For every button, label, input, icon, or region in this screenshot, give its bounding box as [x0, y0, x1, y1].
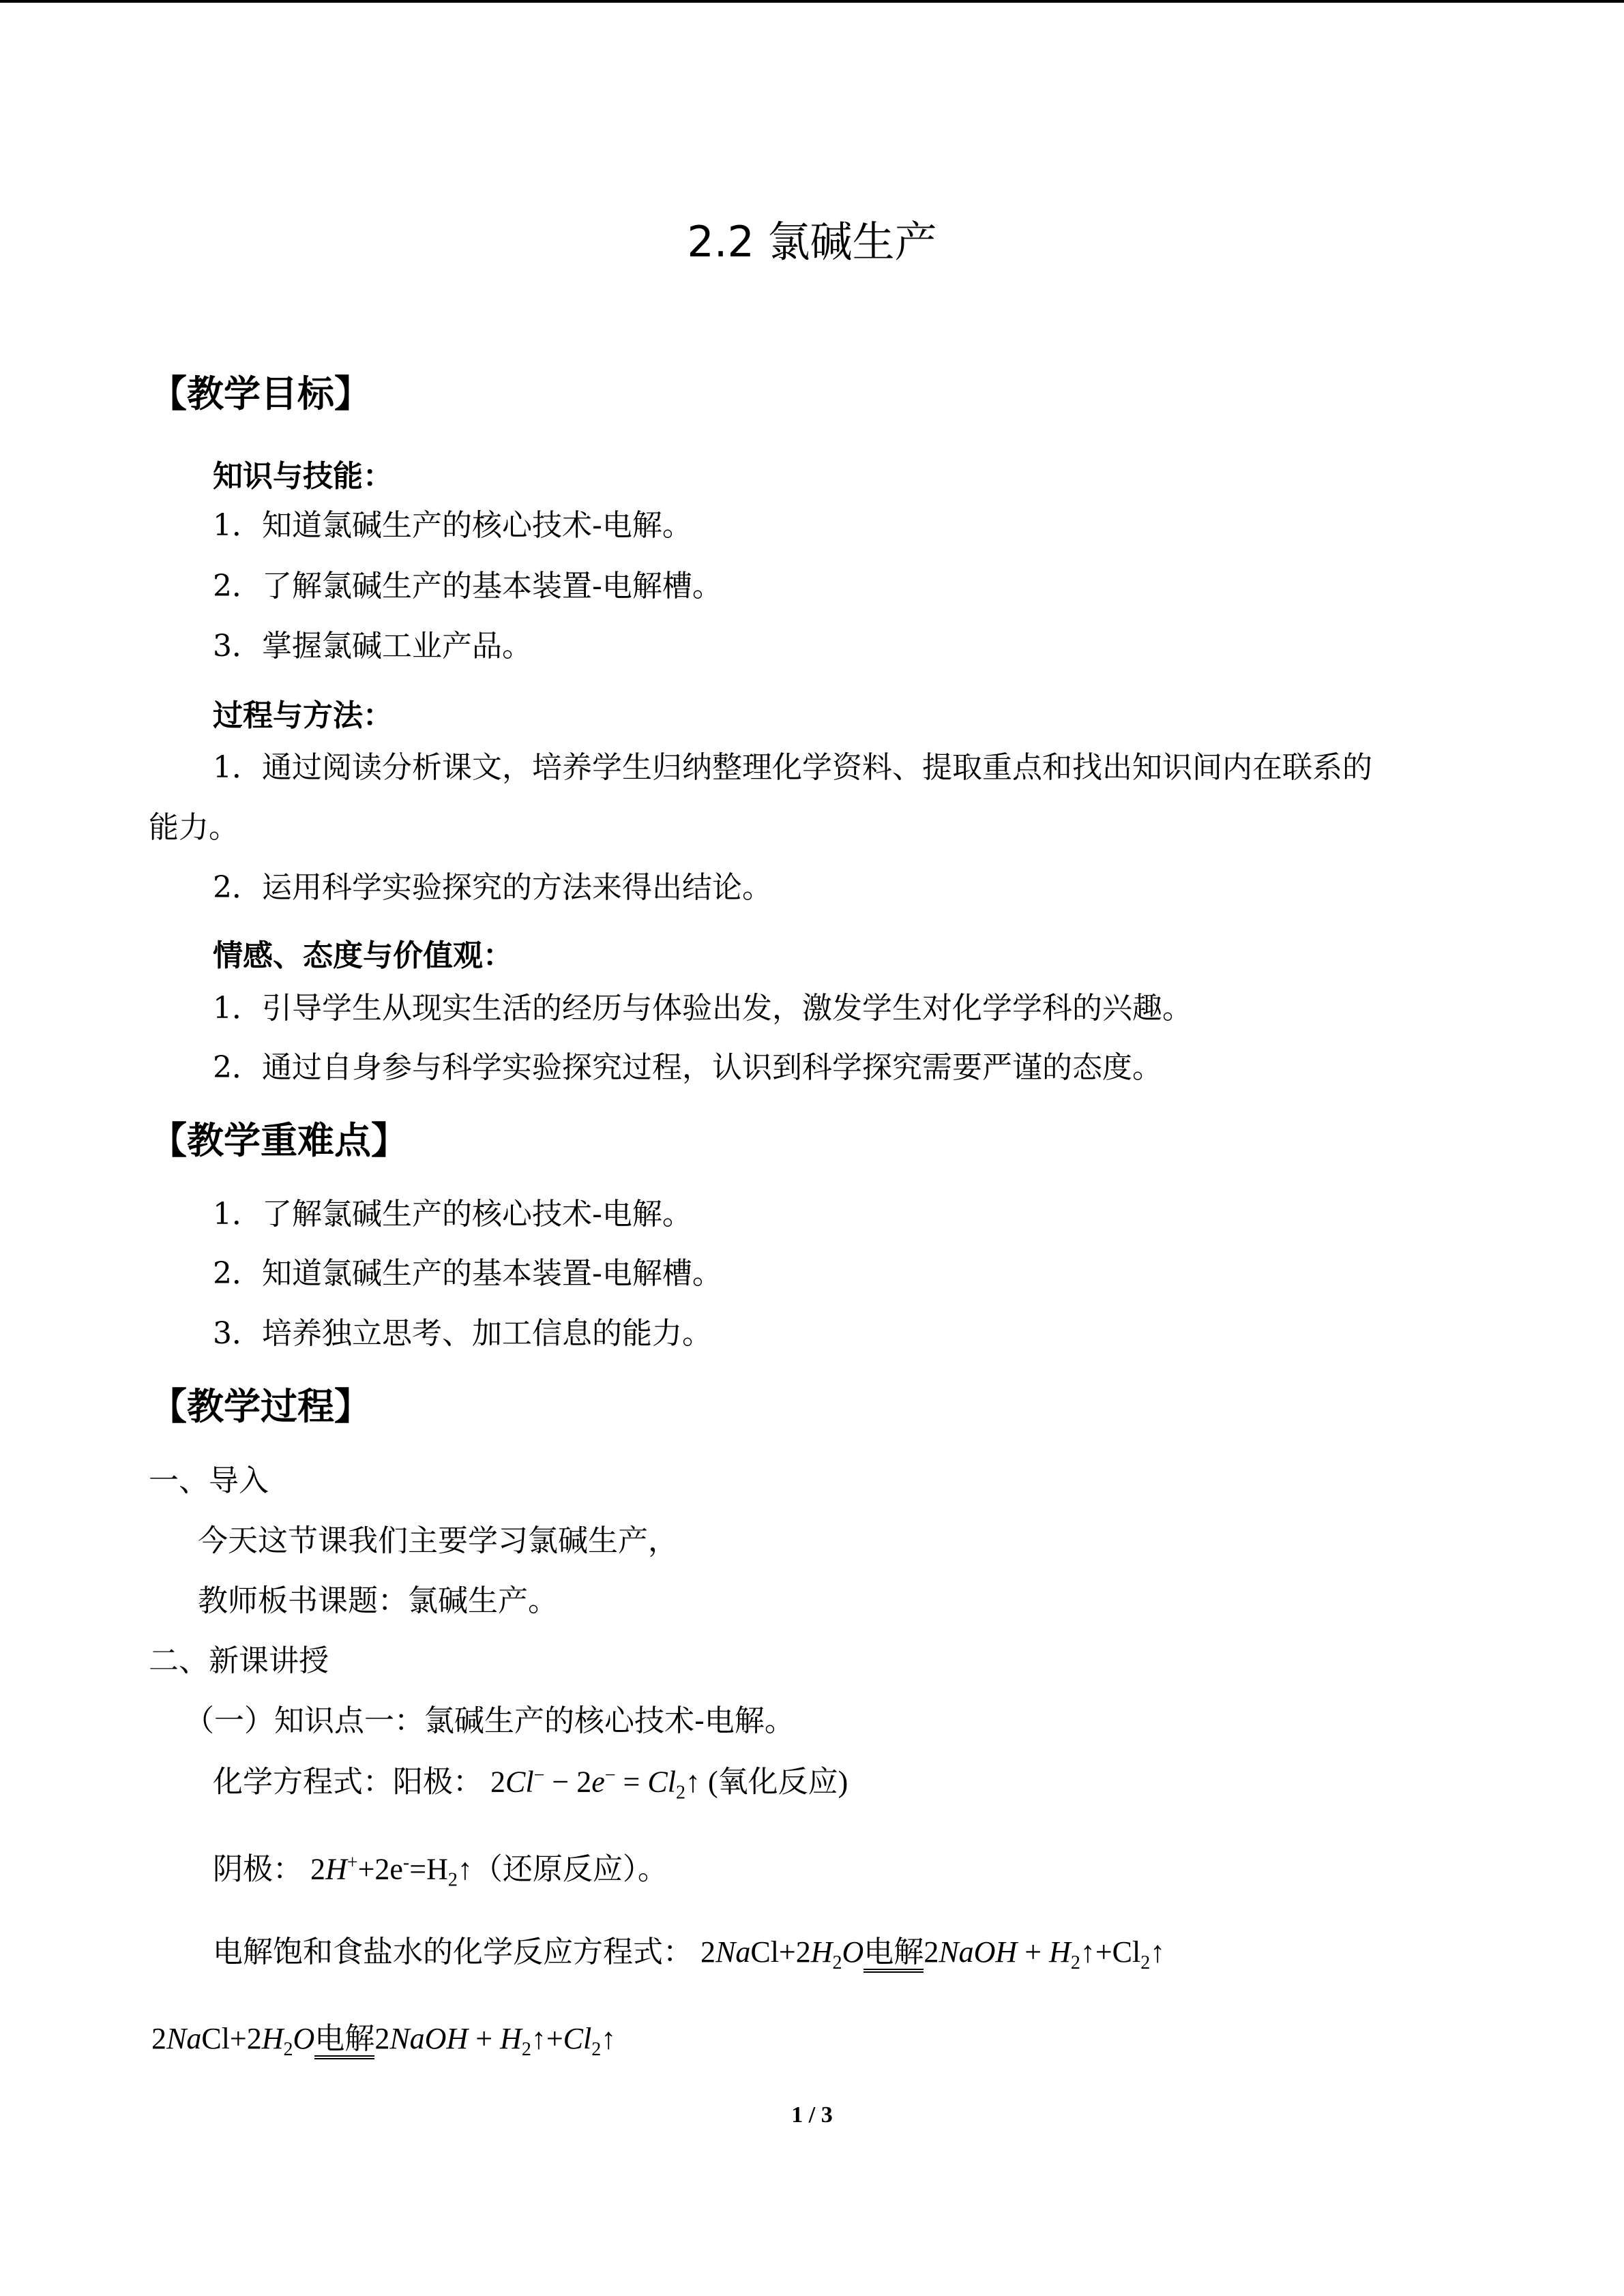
anode-note: (氧化反应) — [707, 1765, 848, 1799]
top-border-line — [0, 0, 1624, 3]
process-item: 2．运用科学实验探究的方法来得出结论。 — [213, 870, 772, 905]
electrolysis-equation-standalone: $2NaCl+2H_2O$电解2NaOH + $H_2↑+Cl_2↑$ — [151, 2022, 617, 2060]
section-heading-key-points: 【教学重难点】 — [150, 1119, 408, 1162]
electrolysis-condition: 电解 — [314, 2024, 374, 2059]
electrolysis-condition: 电解 — [863, 1937, 924, 1973]
page-number: 1 / 3 — [791, 2102, 833, 2128]
anode-prefix: 化学方程式：阳极： — [213, 1765, 483, 1799]
intro-heading: 一、导入 — [149, 1463, 269, 1498]
intro-line: 教师板书课题：氯碱生产。 — [198, 1583, 558, 1618]
knowledge-item: 1．知道氯碱生产的核心技术-电解。 — [213, 508, 692, 543]
key-point-item: 1．了解氯碱生产的核心技术-电解。 — [213, 1197, 692, 1232]
knowledge-item: 3．掌握氯碱工业产品。 — [213, 629, 532, 664]
knowledge-point-1: （一）知识点一：氯碱生产的核心技术-电解。 — [184, 1703, 795, 1738]
intro-line: 今天这节课我们主要学习氯碱生产， — [198, 1523, 678, 1558]
emotion-item: 1．引导学生从现实生活的经历与体验出发，激发学生对化学学科的兴趣。 — [213, 991, 1192, 1026]
key-point-item: 2．知道氯碱生产的基本装置-电解槽。 — [213, 1256, 722, 1291]
subheading-process-method: 过程与方法： — [213, 698, 393, 733]
section-heading-process: 【教学过程】 — [150, 1385, 371, 1428]
emotion-item: 2．通过自身参与科学实验探究过程，认识到科学探究需要严谨的态度。 — [213, 1050, 1162, 1085]
new-lesson-heading: 二、新课讲授 — [149, 1643, 329, 1678]
process-item: 1．通过阅读分析课文，培养学生归纳整理化学资料、提取重点和找出知识间内在联系的 — [213, 750, 1372, 785]
page-title: 2.2 氯碱生产 — [687, 217, 937, 267]
key-point-item: 3．培养独立思考、加工信息的能力。 — [213, 1316, 712, 1351]
electrolysis-prefix: 电解饱和食盐水的化学反应方程式： — [213, 1935, 693, 1969]
cathode-equation: 阴极： $2H^++2e^-=H_2↑$（还原反应）。 — [213, 1852, 668, 1891]
section-heading-goals: 【教学目标】 — [150, 372, 371, 415]
knowledge-item: 2．了解氯碱生产的基本装置-电解槽。 — [213, 569, 722, 603]
subheading-emotion: 情感、态度与价值观： — [213, 938, 513, 973]
cathode-note: （还原反应）。 — [472, 1852, 668, 1886]
subheading-knowledge: 知识与技能： — [213, 459, 393, 494]
process-item-continuation: 能力。 — [149, 810, 239, 845]
electrolysis-equation: 电解饱和食盐水的化学反应方程式： $2NaCl+2H_2O$电解2NaOH + $H_2↑+Cl_2↑$ — [213, 1935, 1166, 1973]
cathode-prefix: 阴极： — [213, 1852, 303, 1886]
anode-equation: 化学方程式：阳极： $2Cl^- - 2e^- = Cl_2↑$ (氧化反应) — [213, 1765, 848, 1804]
